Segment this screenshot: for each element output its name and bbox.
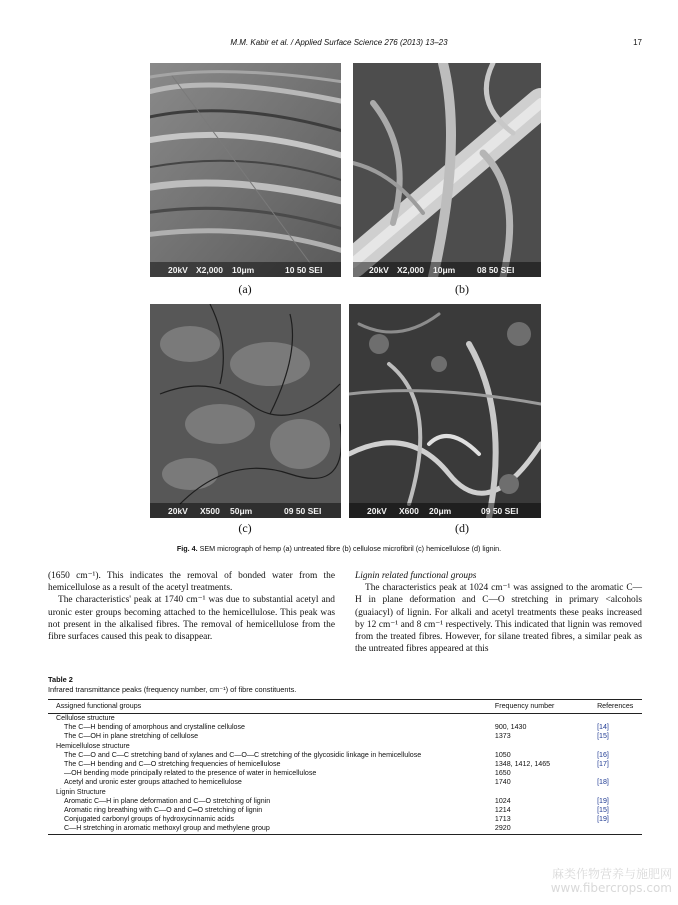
sem-code: 09 50 SEI	[481, 506, 519, 516]
table-header-cell: Assigned functional groups	[48, 700, 495, 714]
table-cell-frequency: 1740	[494, 778, 511, 787]
table-cell-group: C—H stretching in aromatic methoxyl group and methylene group	[48, 824, 495, 834]
sem-image-b	[353, 63, 541, 277]
table-cell-reference[interactable]: [17]	[597, 760, 609, 769]
table-cell-group: The C—OH in plane stretching of cellulose	[64, 732, 199, 741]
sem-scale-bar: 50μm	[230, 506, 253, 516]
panel-label-c: (c)	[238, 521, 252, 535]
paragraph: (1650 cm⁻¹). This indicates the removal of bonded water from the hemicellulose as a result of the acetyl treatments.	[48, 571, 335, 594]
watermark-line: 麻类作物营养与施肥网	[551, 867, 672, 881]
table-cell-group: The C—O and C—C stretching band of xylanes and C—O—C stretching of the glycosidic linkage in hemicellulose	[64, 750, 422, 759]
table-cell-frequency	[495, 714, 597, 724]
running-header	[0, 38, 678, 52]
sem-image-c	[150, 304, 341, 518]
table-cell-group: The C—H bending and C—O stretching frequencies of hemicellulose	[64, 760, 281, 769]
table-header-row	[48, 700, 642, 714]
table-cell-group: The C—H bending of amorphous and crystalline cellulose	[64, 723, 245, 732]
table-cell-group: Hemicellulose structure	[56, 741, 130, 750]
table-header-cell: Frequency number	[495, 700, 597, 714]
table-cell-frequency: 2920	[495, 824, 597, 834]
panel-label-d: (d)	[455, 521, 469, 535]
table-cell-group: Conjugated carbonyl groups of hydroxycinnamic acids	[64, 815, 234, 824]
table-cell-reference	[597, 788, 642, 797]
sem-code: 08 50 SEI	[477, 265, 515, 275]
table-cell-frequency: 900, 1430	[494, 723, 527, 732]
table-row	[48, 723, 642, 732]
table-cell-frequency: 1713	[494, 815, 511, 824]
sem-magnification: X2,000	[397, 265, 424, 275]
right-column	[355, 570, 642, 655]
paragraph: The characteristics peak at 1024 cm⁻¹ was assigned to the aromatic C—H in plane deformation and C—O stretching in primary <alcohols (guaiacyl) of lignin. For alkali and acetyl treatments these peaks increased by 12 cm⁻¹ and 8 cm⁻¹ respectively. This indicated that lignin was removed from the treated fibres. However, for silane treated fibres, a similar peak as the untreated fibres appeared at this	[355, 583, 642, 655]
table-cell-reference[interactable]: [18]	[597, 778, 609, 787]
table-row	[48, 797, 642, 806]
table-cell-frequency: 1024	[494, 796, 511, 805]
table-cell-reference[interactable]: [16]	[597, 750, 609, 759]
page-number: 17	[633, 38, 642, 47]
table-cell-group: Cellulose structure	[56, 714, 115, 722]
table-section-row	[48, 742, 642, 751]
sem-scale-bar: 20μm	[429, 506, 452, 516]
sem-code: 10 50 SEI	[285, 265, 323, 275]
table-cell-frequency: 1214	[494, 806, 511, 815]
table-cell-frequency	[495, 742, 597, 751]
figure-label: Fig. 4.	[176, 544, 198, 553]
sem-image-d	[349, 304, 541, 518]
table-cell-group: Aromatic ring breathing with C—O and C═O stretching of lignin	[64, 806, 263, 815]
sem-voltage: 20kV	[367, 506, 387, 516]
table-row	[48, 732, 642, 741]
watermark-url: www.fibercrops.com	[550, 881, 672, 895]
watermark	[551, 867, 672, 895]
journal-citation: M.M. Kabir et al. / Applied Surface Science 276 (2013) 13–23	[230, 38, 448, 47]
table-cell-group: Lignin Structure	[56, 787, 106, 796]
table-section-row	[48, 714, 642, 724]
table-cell-reference[interactable]: [19]	[597, 815, 609, 824]
sem-voltage: 20kV	[168, 265, 188, 275]
table-cell-reference	[597, 769, 642, 778]
table-row	[48, 760, 642, 769]
table-row	[48, 751, 642, 760]
table-cell-frequency	[495, 788, 597, 797]
table-2	[48, 699, 642, 835]
table-cell-group: Aromatic C—H in plane deformation and C—O stretching of lignin	[64, 796, 271, 805]
table-cell-reference[interactable]: [14]	[597, 723, 609, 732]
table-cell-reference	[597, 714, 642, 724]
table-cell-group: —OH bending mode principally related to the presence of water in hemicellulose	[64, 769, 317, 778]
section-title: Lignin related functional groups	[355, 571, 477, 581]
panel-label-a: (a)	[238, 282, 252, 296]
table-row	[48, 778, 642, 787]
sem-voltage: 20kV	[168, 506, 188, 516]
table-row	[48, 824, 642, 834]
panel-label-b: (b)	[455, 282, 469, 296]
table-cell-reference	[597, 742, 642, 751]
table-cell-frequency: 1050	[494, 750, 511, 759]
table-cell-reference	[597, 824, 642, 834]
left-column	[48, 570, 335, 643]
sem-scale-bar: 10μm	[232, 265, 255, 275]
sem-scale-bar: 10μm	[433, 265, 456, 275]
table-section-row	[48, 788, 642, 797]
sem-voltage: 20kV	[369, 265, 389, 275]
sem-magnification: X2,000	[196, 265, 223, 275]
sem-image-a	[150, 63, 341, 277]
table-row	[48, 769, 642, 778]
table-title: Infrared transmittance peaks (frequency number, cm⁻¹) of fibre constituents.	[48, 685, 297, 694]
sem-code: 09 50 SEI	[284, 506, 322, 516]
sem-magnification: X600	[399, 506, 419, 516]
table-label: Table 2	[48, 675, 73, 684]
table-cell-frequency: 1373	[494, 732, 511, 741]
table-row	[48, 815, 642, 824]
paragraph: The characteristics' peak at 1740 cm⁻¹ was due to substantial acetyl and uronic ester groups becoming attached to the hemicellulose. This peak was not present in the alkalised fibres. The removal of hemicellulose from the fibre surfaces caused this peak to disappear.	[48, 595, 335, 643]
sem-magnification: X500	[200, 506, 220, 516]
table-cell-group: Acetyl and uronic ester groups attached to hemicellulose	[64, 778, 242, 787]
table-header-cell: References	[597, 700, 642, 714]
figure-caption-text: SEM micrograph of hemp (a) untreated fibre (b) cellulose microfibril (c) hemicellulose (d) lignin.	[197, 544, 502, 553]
table-cell-reference[interactable]: [15]	[597, 732, 609, 741]
table-row	[48, 806, 642, 815]
table-cell-frequency: 1348, 1412, 1465	[494, 760, 551, 769]
table-cell-frequency: 1650	[494, 769, 511, 778]
figure-caption	[0, 544, 678, 553]
table-cell-reference[interactable]: [19]	[597, 796, 609, 805]
table-cell-reference[interactable]: [15]	[597, 806, 609, 815]
